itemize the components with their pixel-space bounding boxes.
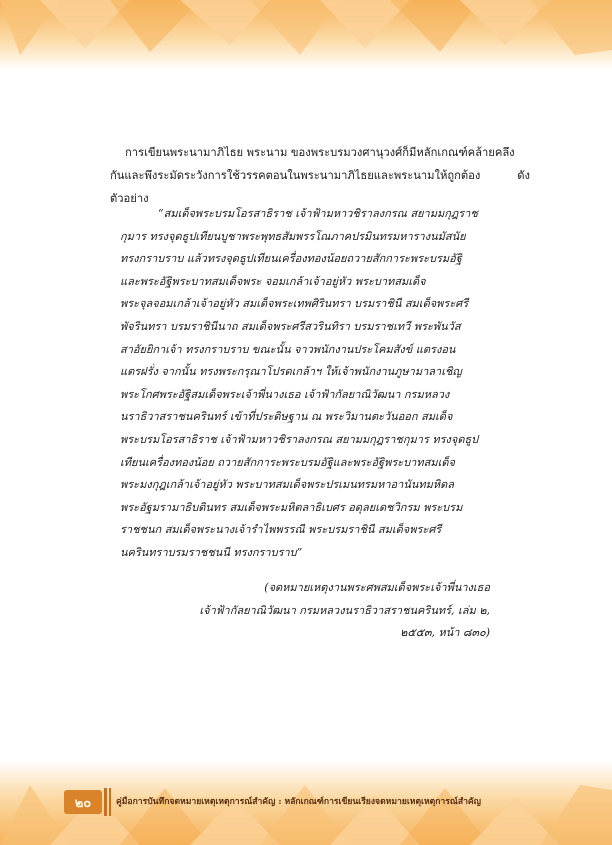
footer-running-title: คู่มือการบันทึกจดหมายเหตุเหตุการณ์สำคัญ : หลักเกณฑ์การเขียนเรียงจดหมายเหตุเหตุการณ์สำคัญ: [116, 797, 481, 807]
quote-line: นราธิวาสราชนครินทร์ เข้าที่ประดิษฐาน ณ พระวิมานตะวันออก สมเด็จ: [120, 410, 453, 424]
page-number-badge: ๒๐: [64, 790, 102, 814]
citation-line: ๒๕๕๓, หน้า ๘๓๐): [400, 626, 490, 640]
quote-line: ราชชนก สมเด็จพระนางเจ้ารำไพพรรณี พระบรมราชินี สมเด็จพระศรี: [120, 523, 442, 537]
intro-paragraph: [110, 141, 530, 210]
footer-divider: [104, 788, 107, 816]
citation-line: เจ้าฟ้ากัลยาณิวัฒนา กรมหลวงนราธิวาสราชนครินทร์, เล่ม ๒,: [199, 603, 490, 617]
quote-line: สาอัยยิกาเจ้า ทรงกราบราบ ขณะนั้น จาวพนักงานประโคมสังข์ แตรงอน: [120, 342, 456, 356]
citation-block: [140, 577, 490, 645]
quote-line: พระโกศพระอัฐิสมเด็จพระเจ้าพี่นางเธอ เจ้าฟ้ากัลยาณิวัฒนา กรมหลวง: [120, 387, 450, 401]
quote-line: นครินทราบรมราชชนนี ทรงกราบราบ”: [120, 545, 303, 559]
citation-line: (จดหมายเหตุงานพระศพสมเด็จพระเจ้าพี่นางเธอ: [264, 581, 490, 594]
header-decoration: [0, 0, 612, 70]
quote-line: พระบรมโอรสาธิราช เจ้าฟ้ามหาวชิราลงกรณ สยามมกุฎราชกุมาร ทรงจุดธูป: [120, 432, 479, 446]
quote-line: แตรฝรั่ง จากนั้น ทรงพระกรุณาโปรดเกล้าฯ ให้เจ้าพนักงานภูษามาลาเชิญ: [120, 365, 462, 379]
intro-line: กันและพึงระมัดระวังการใช้วรรคตอนในพระนามาภิไธยและพระนามให้ถูกต้อง ดังตัวอย่าง: [110, 169, 530, 205]
quote-line: พระจุลจอมเกล้าเจ้าอยู่หัว สมเด็จพระเทพศิรินทรา บรมราชินี สมเด็จพระศรี: [120, 297, 469, 311]
quote-line: พระมงกุฎเกล้าเจ้าอยู่หัว พระบาทสมเด็จพระปรเมนทรมหาอานันทมหิดล: [120, 478, 455, 492]
quote-line: เทียนเครื่องทองน้อย ถวายสักการะพระบรมอัฐิและพระอัฐิพระบาทสมเด็จ: [120, 455, 455, 469]
footer-divider: [109, 788, 111, 816]
quote-line: กุมาร ทรงจุดธูปเทียนบูชาพระพุทธสัมพรรโณภาคปรมินทรมหารางนมัสนัย: [120, 229, 466, 243]
quote-line: ทรงกราบราบ แล้วทรงจุดธูปเทียนเครื่องทองน้อยถวายสักการะพระบรมอัฐิ: [120, 252, 462, 266]
quote-line: และพระอัฐิพระบาทสมเด็จพระ จอมเกล้าเจ้าอยู่หัว พระบาทสมเด็จ: [120, 274, 426, 288]
quote-line: พระอัฐมรามาธิบดินทร สมเด็จพระมหิตลาธิเบศร อดุลยเดชวิกรม พระบรม: [120, 500, 463, 514]
quote-block: [120, 203, 528, 565]
quote-line: “สมเด็จพระบรมโอรสาธิราช เจ้าฟ้ามหาวชิราลงกรณ สยามมกุฎราช: [158, 207, 478, 220]
quote-line: พัจรินทรา บรมราชินีนาถ สมเด็จพระศรีสวรินทิรา บรมราชเทวี พระพันวัส: [120, 319, 461, 333]
intro-line: การเขียนพระนามาภิไธย พระนาม ของพระบรมวงศานุวงศ์ก็มีหลักเกณฑ์คล้ายคลึง: [125, 146, 515, 159]
header-wave-pattern: [0, 0, 612, 70]
